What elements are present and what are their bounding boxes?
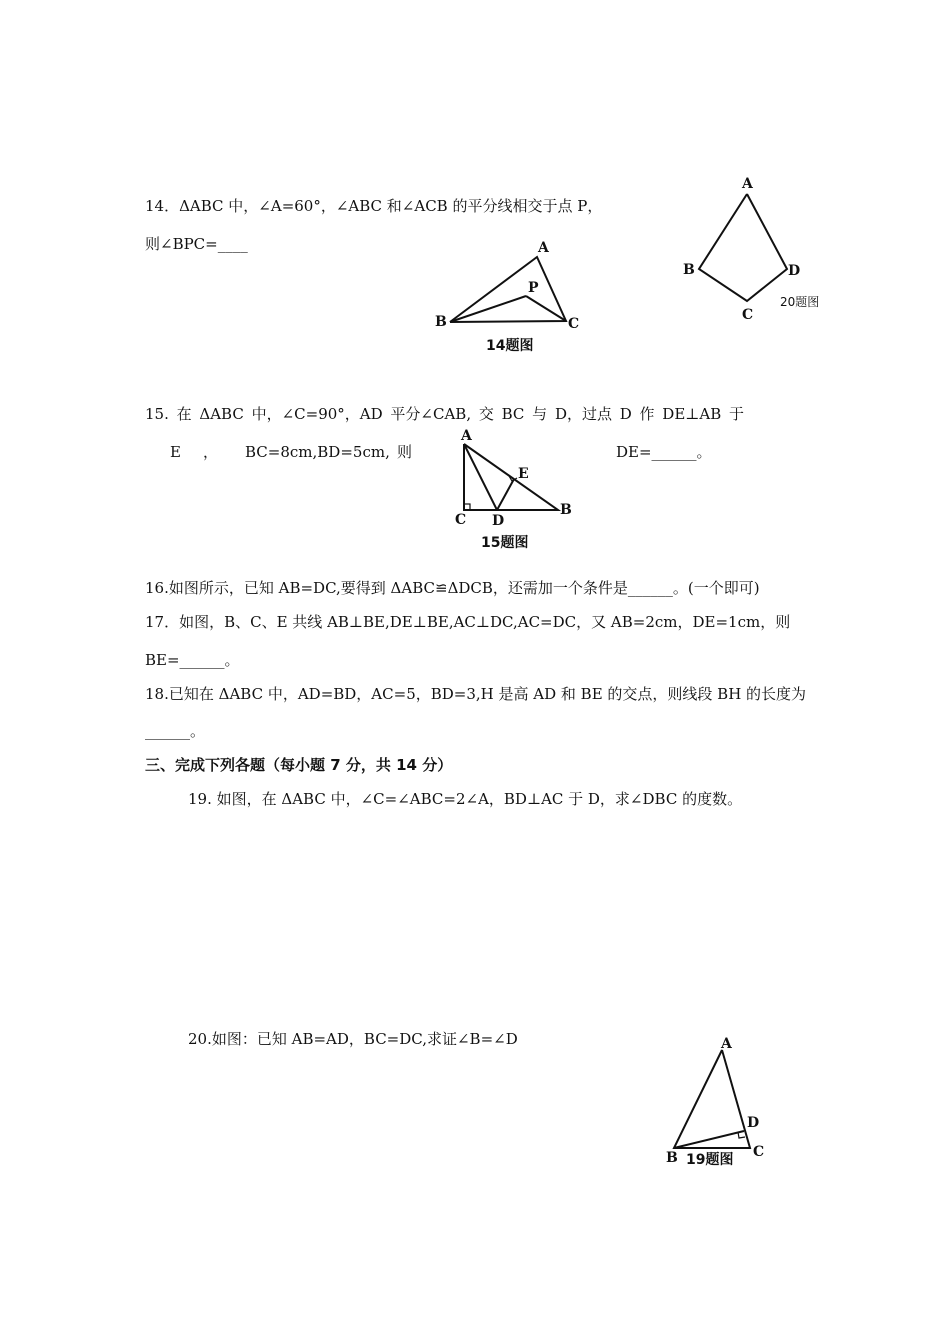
- q20-text: 20.如图：已知 AB=AD，BC=DC,求证∠B=∠D: [188, 1030, 518, 1048]
- fig14-label-a: A: [538, 240, 549, 256]
- q18-line1: 18.已知在 ΔABC 中，AD=BD，AC=5，BD=3,H 是高 AD 和 BE 的交点，则线段 BH 的长度为: [145, 685, 807, 703]
- q15-line2-end: DE=______。: [616, 443, 712, 461]
- figure-19: [660, 1034, 770, 1174]
- fig20-caption: 20题图: [780, 295, 820, 309]
- fig20-label-c: C: [742, 307, 754, 323]
- q15-line2-comma: ，: [203, 443, 219, 461]
- fig15-caption: 15题图: [481, 535, 529, 551]
- fig20-label-d: D: [788, 263, 801, 279]
- fig14-triangle: [450, 257, 566, 322]
- q15-line2-e: E: [170, 443, 181, 461]
- q14-line1: 14．ΔABC 中，∠A=60°，∠ABC 和∠ACB 的平分线相交于点 P，: [145, 197, 603, 215]
- fig15-label-a: A: [461, 428, 472, 444]
- fig15-label-b: B: [560, 502, 572, 518]
- fig19-label-c: C: [753, 1144, 765, 1160]
- fig14-bisector-b: [450, 296, 526, 322]
- q15-line2-mid: BC=8cm,BD=5cm,: [245, 443, 390, 461]
- fig14-label-b: B: [435, 314, 447, 330]
- figure-15: [448, 428, 578, 552]
- fig15-label-d: D: [492, 513, 505, 529]
- fig15-perpendicular: [497, 479, 514, 510]
- fig19-label-b: B: [666, 1150, 678, 1166]
- q15-line2-then: 则: [397, 443, 413, 461]
- q18-line2: ______。: [145, 722, 206, 740]
- fig15-triangle: [464, 444, 558, 510]
- figure-20: [670, 172, 850, 324]
- q17-line1: 17．如图，B、C、E 共线 AB⊥BE,DE⊥BE,AC⊥DC,AC=DC，又 AB=2cm，DE=1cm，则: [145, 613, 791, 631]
- q14-line2: 则∠BPC=____: [145, 235, 248, 253]
- q17-line2: BE=______。: [145, 651, 240, 669]
- fig20-kite: [699, 194, 787, 301]
- fig15-label-c: C: [455, 512, 467, 528]
- fig14-label-c: C: [568, 316, 580, 332]
- fig19-caption: 19题图: [686, 1152, 734, 1168]
- q19-text: 19. 如图，在 ΔABC 中，∠C=∠ABC=2∠A，BD⊥AC 于 D，求∠DBC 的度数。: [188, 790, 743, 808]
- fig20-label-a: A: [742, 176, 753, 192]
- fig15-bisector: [464, 444, 497, 510]
- section3-heading: 三、完成下列各题（每小题 7 分，共 14 分）: [145, 756, 453, 774]
- fig14-caption: 14题图: [486, 338, 534, 354]
- q16-text: 16.如图所示，已知 AB=DC,要得到 ΔABC≌ΔDCB，还需加一个条件是______。(一个即可): [145, 579, 760, 597]
- fig19-label-a: A: [721, 1036, 732, 1052]
- fig14-label-p: P: [528, 280, 539, 296]
- q15-line1: 15. 在 ΔABC 中，∠C=90°，AD 平分∠CAB, 交 BC 与 D，过点 D 作 DE⊥AB 于: [145, 405, 745, 423]
- fig20-label-b: B: [683, 262, 695, 278]
- fig19-label-d: D: [747, 1115, 760, 1131]
- fig19-altitude: [674, 1131, 744, 1148]
- figure-14: [428, 236, 588, 360]
- fig15-label-e: E: [518, 466, 529, 482]
